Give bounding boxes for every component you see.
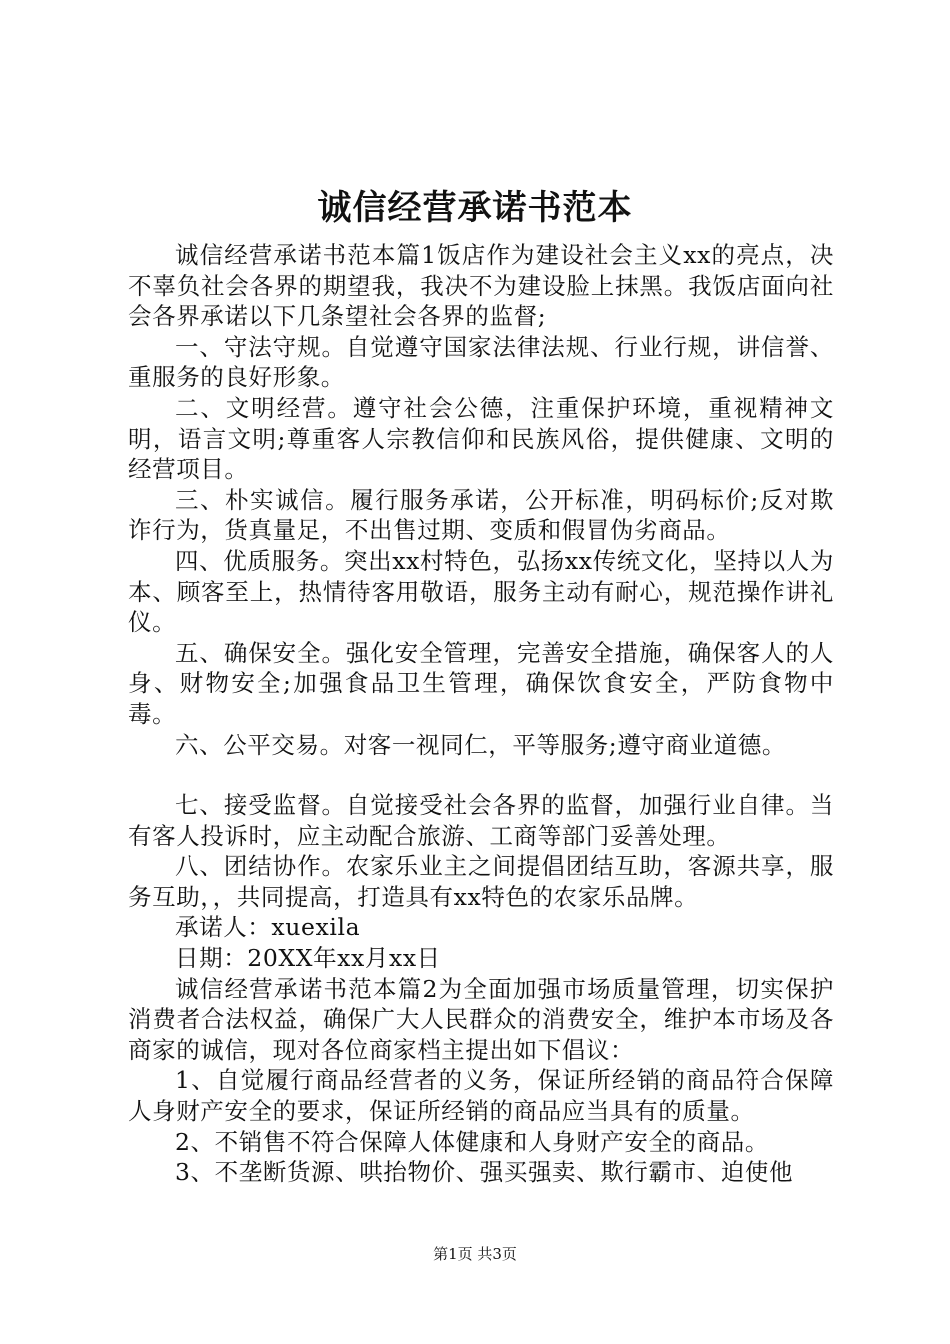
paragraph-item-1: 一、守法守规。自觉遵守国家法律法规、行业行规，讲信誉、重服务的良好形象。 (128, 332, 834, 392)
document-title: 诚信经营承诺书范本 (317, 188, 633, 228)
paragraph-proposal-2: 2、不销售不符合保障人体健康和人身财产安全的商品。 (175, 1127, 769, 1156)
paragraph-item-8: 八、团结协作。农家乐业主之间提倡团结互助，客源共享，服务互助，，共同提高，打造具有xx特色的农家乐品牌。 (128, 852, 834, 911)
paragraph-item-3: 三、朴实诚信。履行服务承诺，公开标准，明码标价;反对欺诈行为，货真量足，不出售过期、变质和假冒伪劣商品。 (128, 485, 834, 545)
paragraph-item-2: 二、文明经营。遵守社会公德，注重保护环境，重视精神文明，语言文明;尊重客人宗教信仰和民族风俗，提供健康、文明的经营项目。 (128, 393, 834, 484)
signatory-line: 承诺人：xuexila (175, 913, 361, 942)
paragraph-proposal-1: 1、自觉履行商品经营者的义务，保证所经销的商品符合保障人身财产安全的要求，保证所经销的商品应当具有的质量。 (128, 1066, 834, 1126)
document-body (128, 240, 834, 1188)
date-line: 日期：20XX年xx月xx日 (175, 944, 441, 973)
page-footer (0, 1244, 950, 1264)
paragraph-item-7: 七、接受监督。自觉接受社会各界的监督，加强行业自律。当有客人投诉时，应主动配合旅游、工商等部门妥善处理。 (128, 791, 834, 850)
paragraph-item-6: 六、公平交易。对客一视同仁，平等服务;遵守商业道德。 (175, 730, 787, 759)
paragraph-item-5: 五、确保安全。强化安全管理，完善安全措施，确保客人的人身、财物安全;加强食品卫生管理，确保饮食安全，严防食物中毒。 (128, 638, 834, 728)
paragraph-proposal-3: 3、不垄断货源、哄抬物价、强买强卖、欺行霸市、迫使他 (175, 1158, 794, 1187)
paragraph-sample-2-intro: 诚信经营承诺书范本篇2为全面加强市场质量管理，切实保护消费者合法权益，确保广大人民群众的消费安全，维护本市场及各商家的诚信，现对各位商家档主提出如下倡议： (128, 974, 834, 1064)
page-number: 第1页 (433, 1245, 473, 1263)
page-total: 共3页 (477, 1245, 517, 1263)
paragraph-intro: 诚信经营承诺书范本篇1饭店作为建设社会主义xx的亮点，决不辜负社会各界的期望我，我决不为建设脸上抹黑。我饭店面向社会各界承诺以下几条望社会各界的监督; (128, 241, 834, 331)
paragraph-item-4: 四、优质服务。突出xx村特色，弘扬xx传统文化，坚持以人为本、顾客至上，热情待客用敬语，服务主动有耐心，规范操作讲礼仪。 (128, 546, 834, 637)
